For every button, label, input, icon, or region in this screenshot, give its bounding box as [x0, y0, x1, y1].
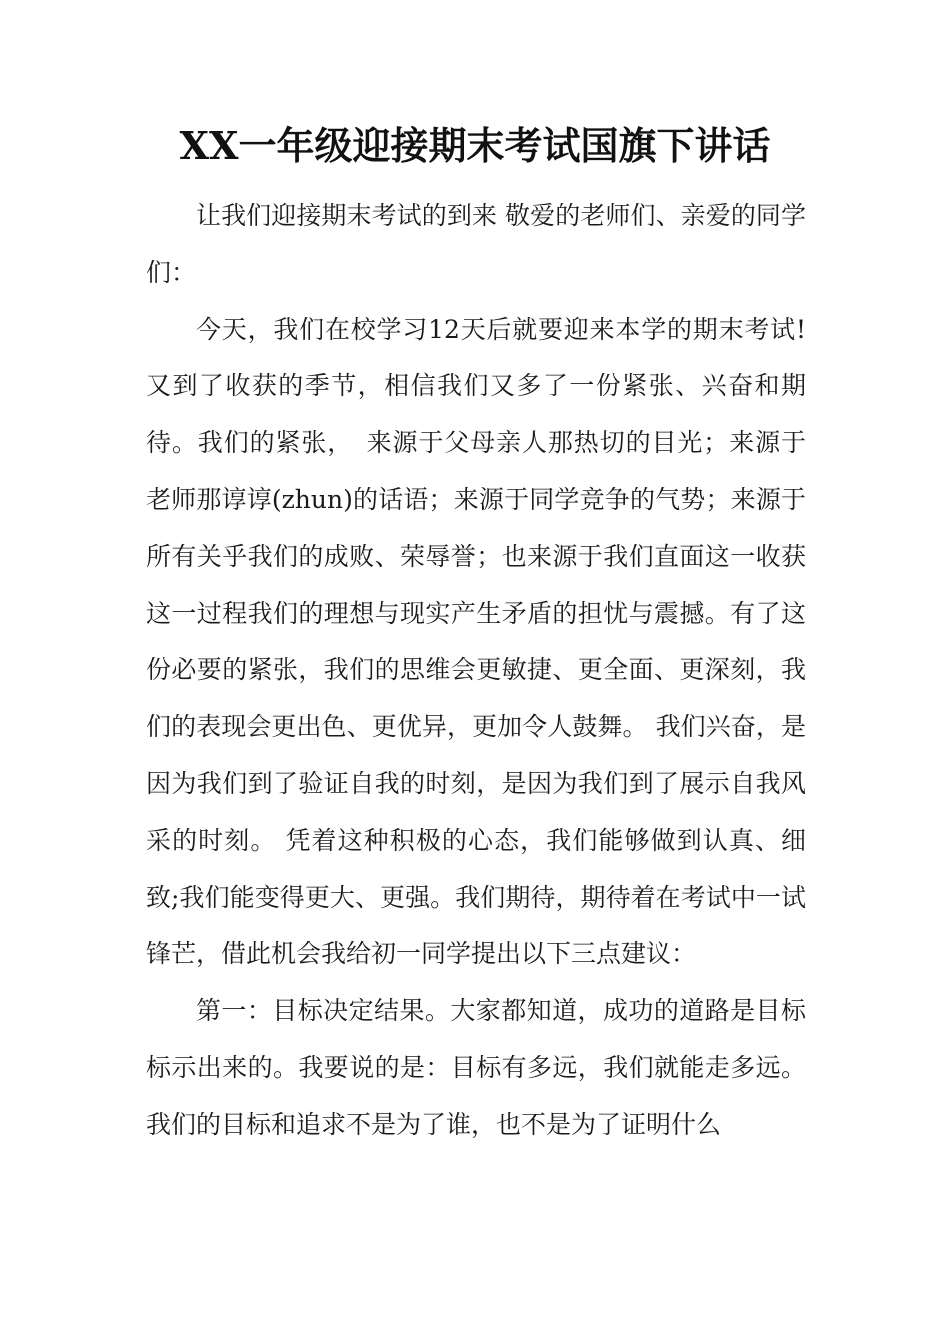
paragraph-greeting: 让我们迎接期末考试的到来 敬爱的老师们、亲爱的同学们： — [146, 201, 806, 287]
document-body — [146, 188, 806, 1154]
paragraph-first-suggestion: 第一：目标决定结果。大家都知道，成功的道路是目标标示出来的。我要说的是：目标有多远，我们就能走多远。我们的目标和追求不是为了谁，也不是为了证明什么 — [146, 996, 806, 1139]
document-title: XX一年级迎接期末考试国旗下讲话 — [179, 123, 771, 168]
paragraph-main: 今天，我们在校学习12天后就要迎来本学的期末考试!又到了收获的季节，相信我们又多了一份紧张、兴奋和期待。我们的紧张， 来源于父母亲人那热切的目光；来源于老师那谆谆(zhun)的话语；来源于同学竞争的气势；来源于所有关乎我们的成败、荣辱誉；也来源于我们直面这一收获这一过程我们的理想与现实产生矛盾的担忧与震撼。有了这份必要的紧张，我们的思维会更敏捷、更全面、更深刻，我们的表现会更出色、更优异，更加令人鼓舞。 我们兴奋，是因为我们到了验证自我的时刻，是因为我们到了展示自我风采的时刻。 凭着这种积极的心态，我们能够做到认真、细致;我们能变得更大、更强。我们期待，期待着在考试中一试锋芒，借此机会我给初一同学提出以下三点建议： — [146, 314, 806, 969]
